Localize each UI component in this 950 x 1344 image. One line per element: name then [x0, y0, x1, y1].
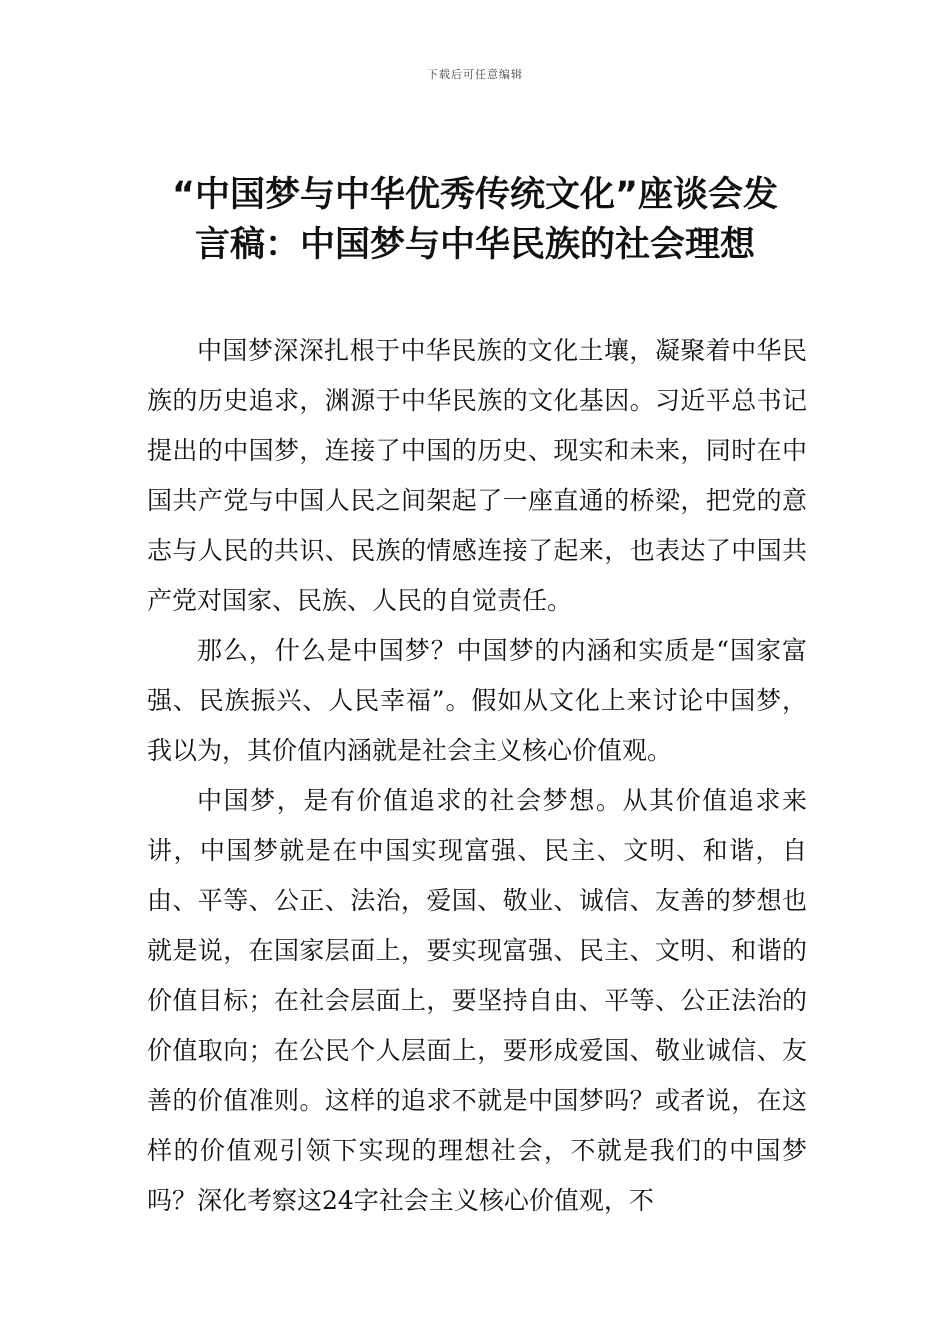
paragraph-1: 中国梦深深扎根于中华民族的文化土壤，凝聚着中华民族的历史追求，渊源于中华民族的文化基因。习近平总书记提出的中国梦，连接了中国的历史、现实和未来，同时在中国共产党与中国人民之间架起了一座直通的桥梁，把党的意志与人民的共识、民族的情感连接了起来，也表达了中国共产党对国家、民族、人民的自觉责任。: [147, 336, 807, 615]
header-note: 下载后可任意编辑: [427, 68, 523, 81]
title-line-1: “中国梦与中华优秀传统文化”座谈会发: [171, 175, 778, 215]
document-title: [100, 170, 850, 270]
title-line-2: 言稿：中国梦与中华民族的社会理想: [194, 225, 755, 265]
document-body: [147, 326, 807, 1226]
paragraph-3: 中国梦，是有价值追求的社会梦想。从其价值追求来讲，中国梦就是在中国实现富强、民主、文明、和谐，自由、平等、公正、法治，爱国、敬业、诚信、友善的梦想也就是说，在国家层面上，要实现富强、民主、文明、和谐的价值目标；在社会层面上，要坚持自由、平等、公正法治的价值取向；在公民个人层面上，要形成爱国、敬业诚信、友善的价值准则。这样的追求不就是中国梦吗？或者说，在这样的价值观引领下实现的理想社会，不就是我们的中国梦吗？深化考察这24字社会主义核心价值观，不: [147, 786, 807, 1215]
paragraph-2: 那么，什么是中国梦？中国梦的内涵和实质是“国家富强、民族振兴、人民幸福”。假如从文化上来讨论中国梦，我以为，其价值内涵就是社会主义核心价值观。: [147, 636, 807, 765]
